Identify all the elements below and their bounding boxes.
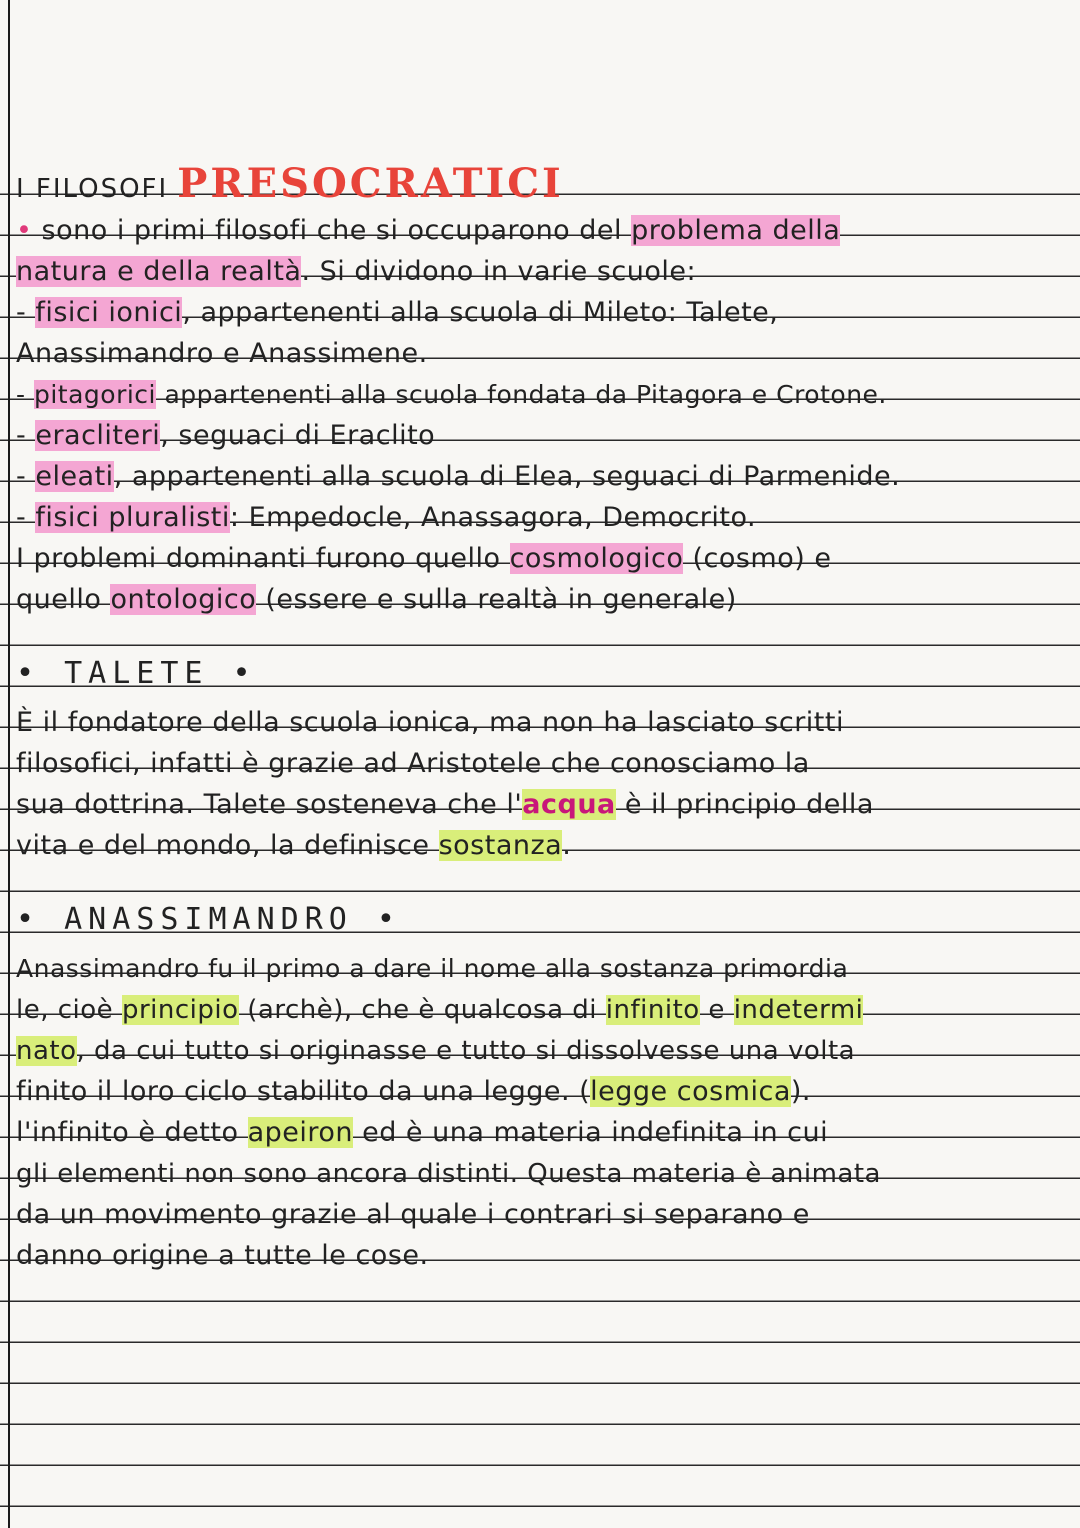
highlight: eleati <box>35 461 114 492</box>
intro-line-7: - eleati, appartenenti alla scuola di Elea, seguaci di Parmenide. <box>16 461 901 492</box>
intro-line-2: natura e della realtà. Si dividono in varie scuole: <box>16 256 697 287</box>
highlight: acqua <box>522 789 616 820</box>
anassimandro-line-7: da un movimento grazie al quale i contrari si separano e <box>16 1199 810 1230</box>
intro-line-10: quello ontologico (essere e sulla realtà in generale) <box>16 584 737 615</box>
highlight: infinito <box>605 995 700 1025</box>
anassimandro-line-5: l'infinito è detto apeiron ed è una materia indefinita in cui <box>16 1117 829 1148</box>
talete-heading: • TALETE • <box>16 656 257 691</box>
talete-line-1: È il fondatore della scuola ionica, ma non ha lasciato scritti <box>16 707 844 738</box>
intro-line-9: I problemi dominanti furono quello cosmologico (cosmo) e <box>16 543 832 574</box>
title-line <box>16 160 564 208</box>
highlight: sostanza <box>438 830 563 861</box>
title-prefix: I FILOSOFI <box>16 174 169 204</box>
anassimandro-line-3: nato, da cui tutto si originasse e tutto si dissolvesse una volta <box>16 1036 856 1066</box>
intro-line-3: - fisici ionici, appartenenti alla scuola di Mileto: Talete, <box>16 297 779 328</box>
intro-line-5: - pitagorici appartenenti alla scuola fondata da Pitagora e Crotone. <box>16 380 887 409</box>
highlight: natura e della realtà <box>16 256 302 287</box>
highlight: pitagorici <box>33 380 156 409</box>
highlight: nato <box>16 1036 77 1066</box>
highlight: legge cosmica <box>590 1076 791 1107</box>
intro-line-8: - fisici pluralisti: Empedocle, Anassagora, Democrito. <box>16 502 757 533</box>
highlight: ontologico <box>110 584 257 615</box>
intro-line-4: Anassimandro e Anassimene. <box>16 338 428 369</box>
anassimandro-heading: • ANASSIMANDRO • <box>16 902 401 937</box>
intro-line-1: • sono i primi filosofi che si occuparono del problema della <box>16 215 841 246</box>
highlight: fisici ionici <box>35 297 183 328</box>
talete-line-4: vita e del mondo, la definisce sostanza. <box>16 830 572 861</box>
highlight: fisici pluralisti <box>35 502 230 533</box>
highlight: eracliteri <box>35 420 161 451</box>
page-top-margin <box>0 0 1080 154</box>
talete-line-2: filosofici, infatti è grazie ad Aristotele che conosciamo la <box>16 748 810 779</box>
anassimandro-line-1: Anassimandro fu il primo a dare il nome alla sostanza primordia <box>16 954 849 983</box>
anassimandro-line-4: finito il loro ciclo stabilito da una legge. (legge cosmica). <box>16 1076 812 1107</box>
title-main: PRESOCRATICI <box>177 160 564 207</box>
margin-line <box>8 0 10 1528</box>
bullet: • <box>16 215 33 246</box>
intro-line-6: - eracliteri, seguaci di Eraclito <box>16 420 436 451</box>
anassimandro-line-2: le, cioè principio (archè), che è qualcosa di infinito e indetermi <box>16 995 864 1025</box>
highlight: indetermi <box>733 995 864 1025</box>
highlight: problema della <box>631 215 841 246</box>
anassimandro-line-8: danno origine a tutte le cose. <box>16 1240 429 1271</box>
talete-line-3: sua dottrina. Talete sosteneva che l'acqua è il principio della <box>16 789 874 820</box>
highlight: apeiron <box>247 1117 354 1148</box>
anassimandro-line-6: gli elementi non sono ancora distinti. Questa materia è animata <box>16 1159 881 1189</box>
highlight: cosmologico <box>509 543 684 574</box>
highlight: principio <box>121 995 239 1025</box>
